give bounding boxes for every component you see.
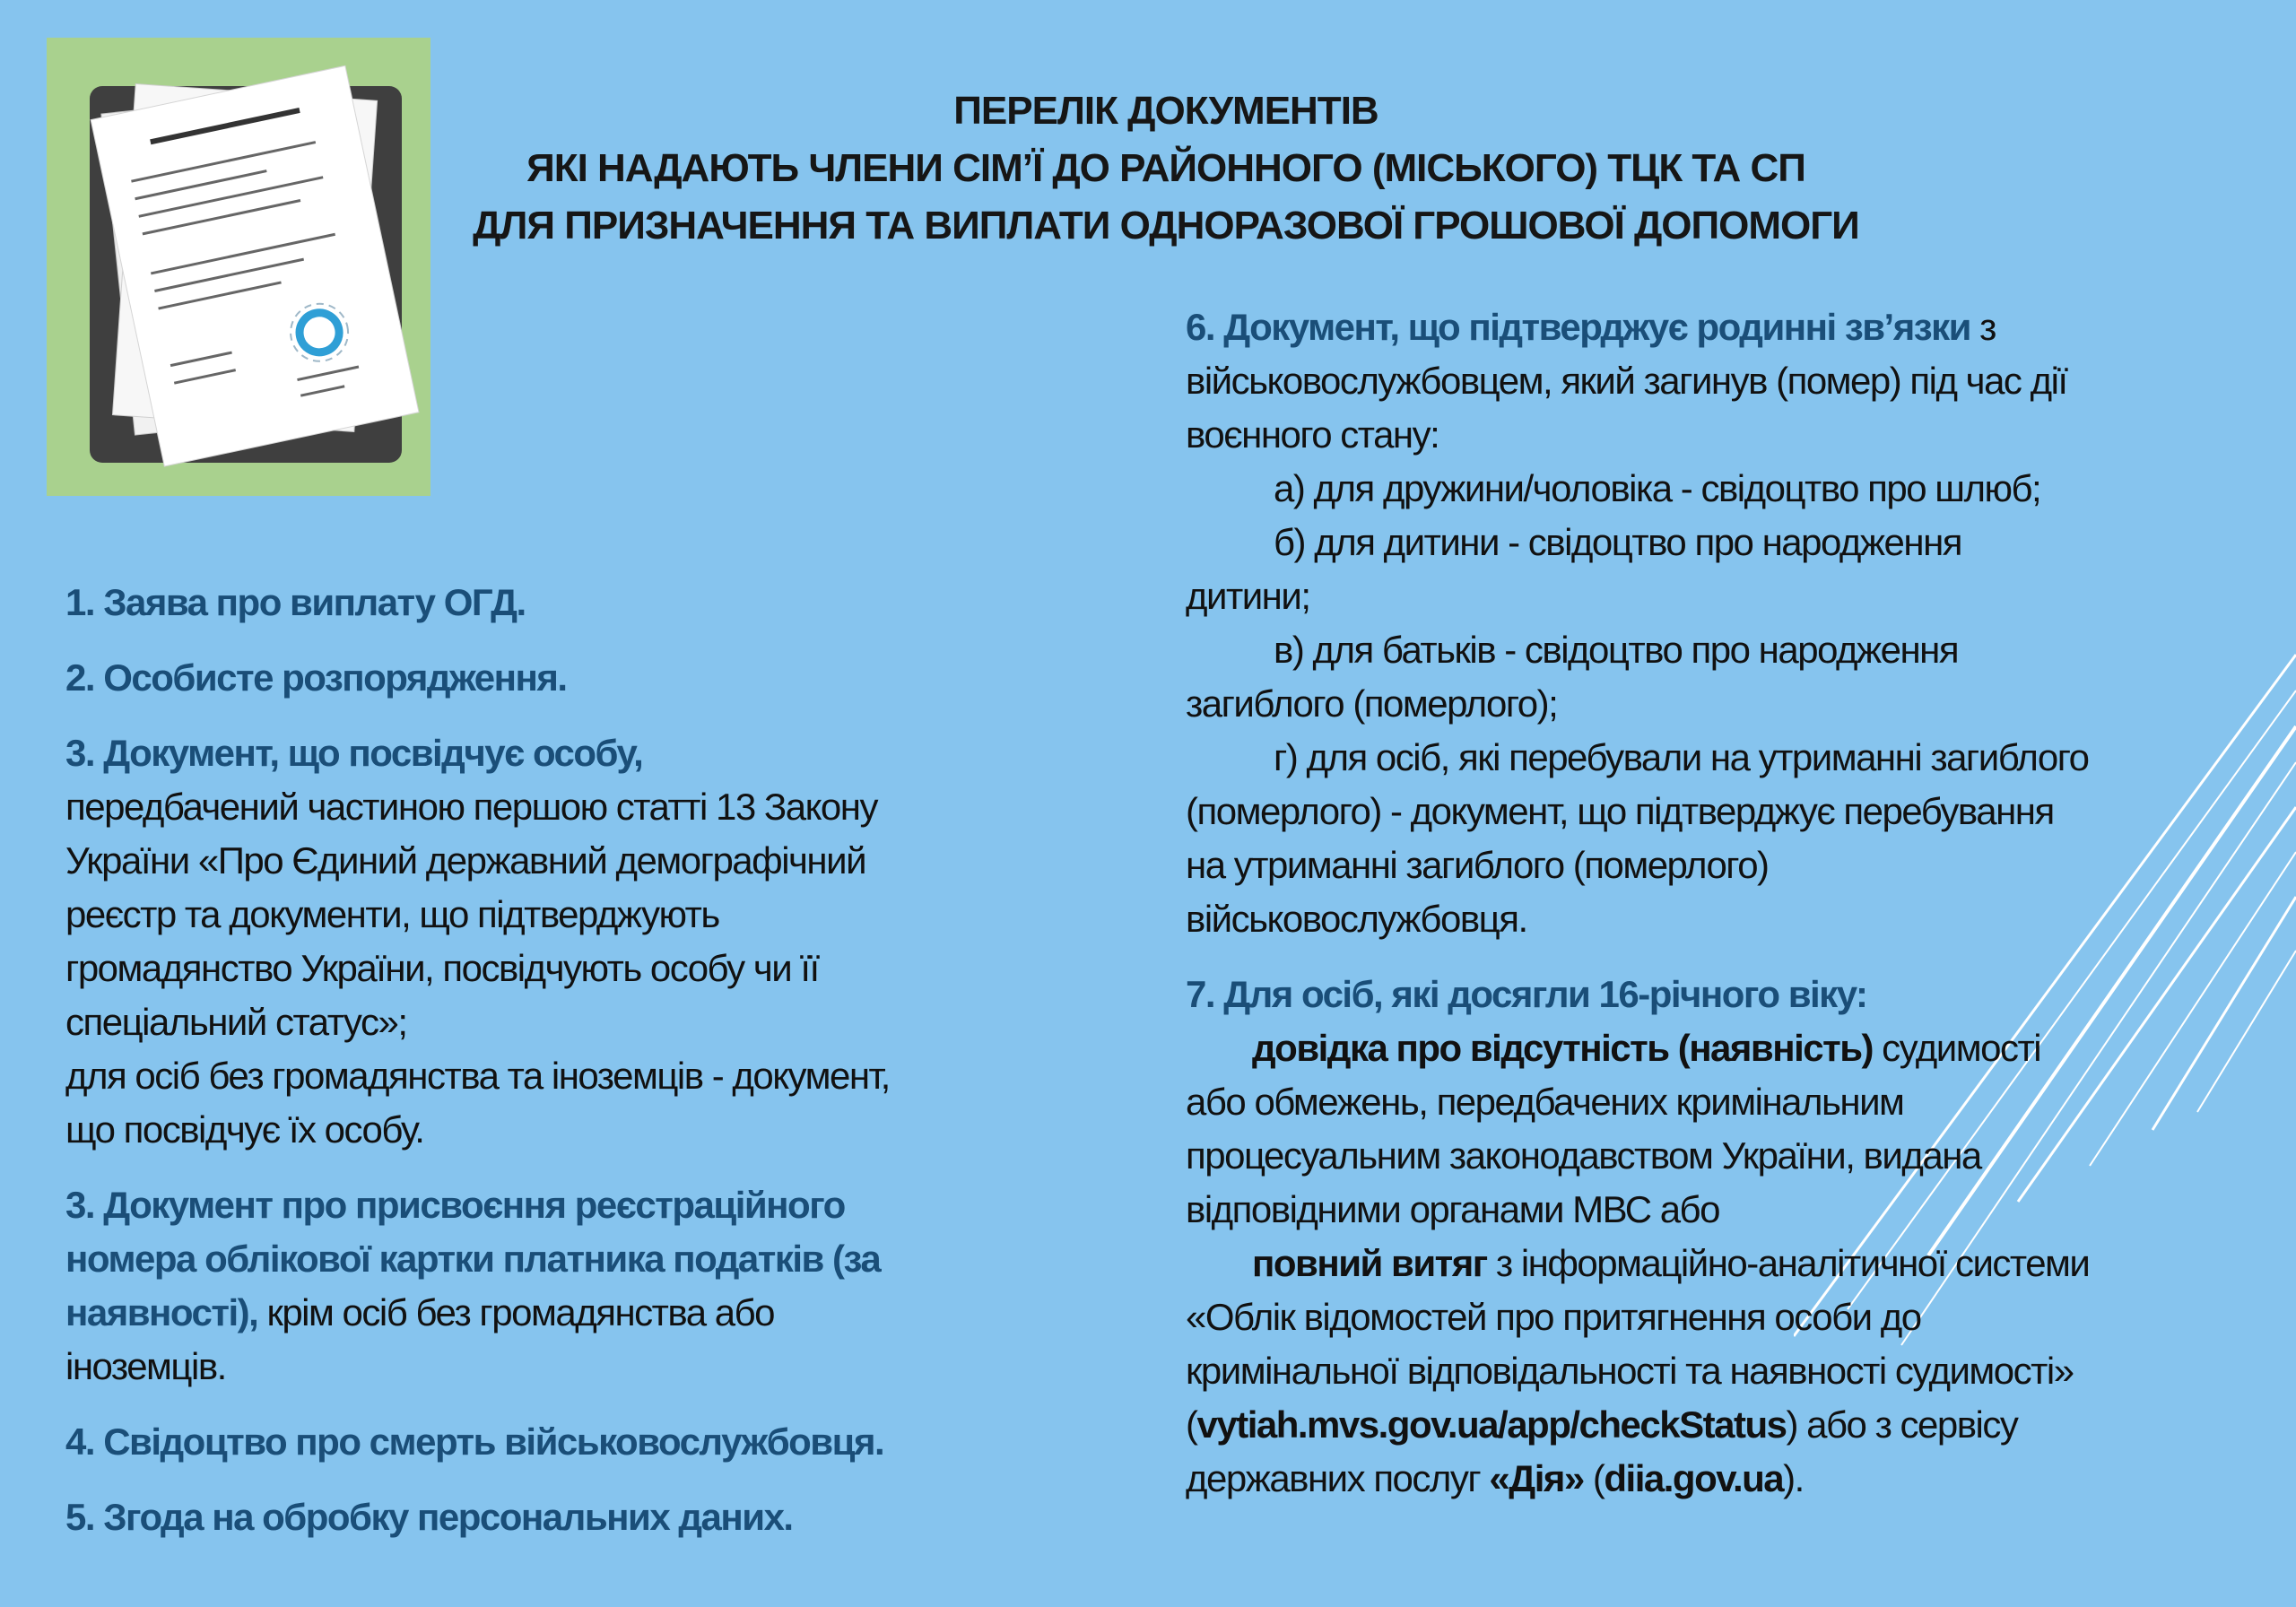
item6-option-d-3: на утриманні загиблого (померлого) bbox=[1186, 844, 1769, 886]
item3b-line-1: 3. Документ про присвоєння реєстраційного bbox=[65, 1184, 845, 1226]
item6-option-a: а) для дружини/чоловіка - свідоцтво про шлюб; bbox=[1274, 467, 2041, 509]
title-line-1: ПЕРЕЛІК ДОКУМЕНТІВ bbox=[953, 89, 1378, 133]
item3-line-3: реєстр та документи, що підтверджують bbox=[65, 893, 719, 935]
item6-line-2: військовослужбовцем, який загинув (помер) під час дії bbox=[1186, 360, 2067, 402]
item6-option-d-4: військовослужбовця. bbox=[1186, 898, 1527, 940]
list-item-4: 4. Свідоцтво про смерть військовослужбовця. bbox=[65, 1420, 884, 1463]
item3-line-5: спеціальний статус»; bbox=[65, 1001, 407, 1043]
diia-name: «Дія» bbox=[1489, 1457, 1584, 1499]
title-line-3: ДЛЯ ПРИЗНАЧЕННЯ ТА ВИПЛАТИ ОДНОРАЗОВОЇ ГРОШОВОЇ ДОПОМОГИ bbox=[473, 204, 1859, 248]
list-item-3b bbox=[65, 1178, 1052, 1394]
item6-option-d-1: г) для осіб, які перебували на утриманні загиблого bbox=[1274, 736, 2089, 778]
documents-icon bbox=[47, 38, 430, 496]
item7-line-9-mid: ( bbox=[1583, 1457, 1605, 1499]
item7-line-6: «Облік відомостей про притягнення особи до bbox=[1186, 1296, 1921, 1338]
item6-line-3: воєнного стану: bbox=[1186, 413, 1439, 456]
left-column bbox=[65, 576, 1052, 1566]
item3b-line-3-rest: крім осіб без громадянства або bbox=[257, 1291, 775, 1333]
list-item-5: 5. Згода на обробку персональних даних. bbox=[65, 1496, 793, 1538]
right-column bbox=[1186, 300, 2253, 1527]
item3-line-4: громадянство України, посвідчують особу чи її bbox=[65, 947, 819, 989]
item6-heading: 6. Документ, що підтверджує родинні зв’язки bbox=[1186, 306, 1970, 348]
item7-line-9-pre: державних послуг bbox=[1186, 1457, 1490, 1499]
item3b-line-4: іноземців. bbox=[65, 1345, 226, 1387]
item7-extract-rest: з інформаційно-аналітичної системи bbox=[1486, 1242, 2090, 1284]
item7-line-8-rest: ) або з сервісу bbox=[1786, 1403, 2018, 1446]
item6-option-b-1: б) для дитини - свідоцтво про народження bbox=[1274, 521, 1962, 563]
item3-line-6: для осіб без громадянства та іноземців - документ, bbox=[65, 1055, 890, 1097]
item6-option-c-1: в) для батьків - свідоцтво про народження bbox=[1274, 629, 1959, 671]
list-item-7 bbox=[1186, 968, 2253, 1506]
vytiah-link[interactable]: vytiah.mvs.gov.ua/app/checkStatus bbox=[1196, 1403, 1787, 1446]
item7-line-3: процесуальним законодавством України, видана bbox=[1186, 1134, 1981, 1177]
item7-line-4: відповідними органами МВС або bbox=[1186, 1188, 1719, 1230]
item6-heading-rest: з bbox=[1970, 306, 1996, 348]
item3b-line-2: номера облікової картки платника податків (за bbox=[65, 1238, 881, 1280]
list-item-2: 2. Особисте розпорядження. bbox=[65, 656, 567, 699]
item7-line-8-open: ( bbox=[1186, 1403, 1197, 1446]
item7-certificate-bold: довідка про відсутність (наявність) bbox=[1252, 1027, 1874, 1069]
item7-heading: 7. Для осіб, які досягли 16-річного віку: bbox=[1186, 973, 1867, 1015]
item7-line-7: кримінальної відповідальності та наявності судимості» bbox=[1186, 1350, 2074, 1392]
list-item-3 bbox=[65, 726, 1052, 1157]
title-line-2: ЯКІ НАДАЮТЬ ЧЛЕНИ СІМ’Ї ДО РАЙОННОГО (МІСЬКОГО) ТЦК ТА СП bbox=[526, 146, 1805, 190]
diia-link[interactable]: diia.gov.ua bbox=[1604, 1457, 1784, 1499]
item3-line-7: що посвідчує їх особу. bbox=[65, 1108, 424, 1151]
documents-illustration bbox=[47, 38, 430, 496]
list-item-6 bbox=[1186, 300, 2253, 946]
item3-line-2: України «Про Єдиний державний демографічний bbox=[65, 839, 866, 882]
list-item-1: 1. Заява про виплату ОГД. bbox=[65, 581, 526, 623]
item6-option-d-2: (померлого) - документ, що підтверджує перебування bbox=[1186, 790, 2054, 832]
item3-heading: 3. Документ, що посвідчує особу, bbox=[65, 732, 643, 774]
item7-line-9-end: ). bbox=[1783, 1457, 1804, 1499]
item6-option-c-2: загиблого (померлого); bbox=[1186, 682, 1558, 725]
item7-certificate-rest: судимості bbox=[1873, 1027, 2041, 1069]
item7-line-2: або обмежень, передбачених кримінальним bbox=[1186, 1081, 1904, 1123]
item3b-line-3-bold: наявності), bbox=[65, 1291, 258, 1333]
page-title bbox=[448, 83, 1883, 255]
item6-option-b-2: дитини; bbox=[1186, 575, 1310, 617]
item7-extract-bold: повний витяг bbox=[1252, 1242, 1487, 1284]
item3-line-1: передбачений частиною першою статті 13 Закону bbox=[65, 786, 877, 828]
